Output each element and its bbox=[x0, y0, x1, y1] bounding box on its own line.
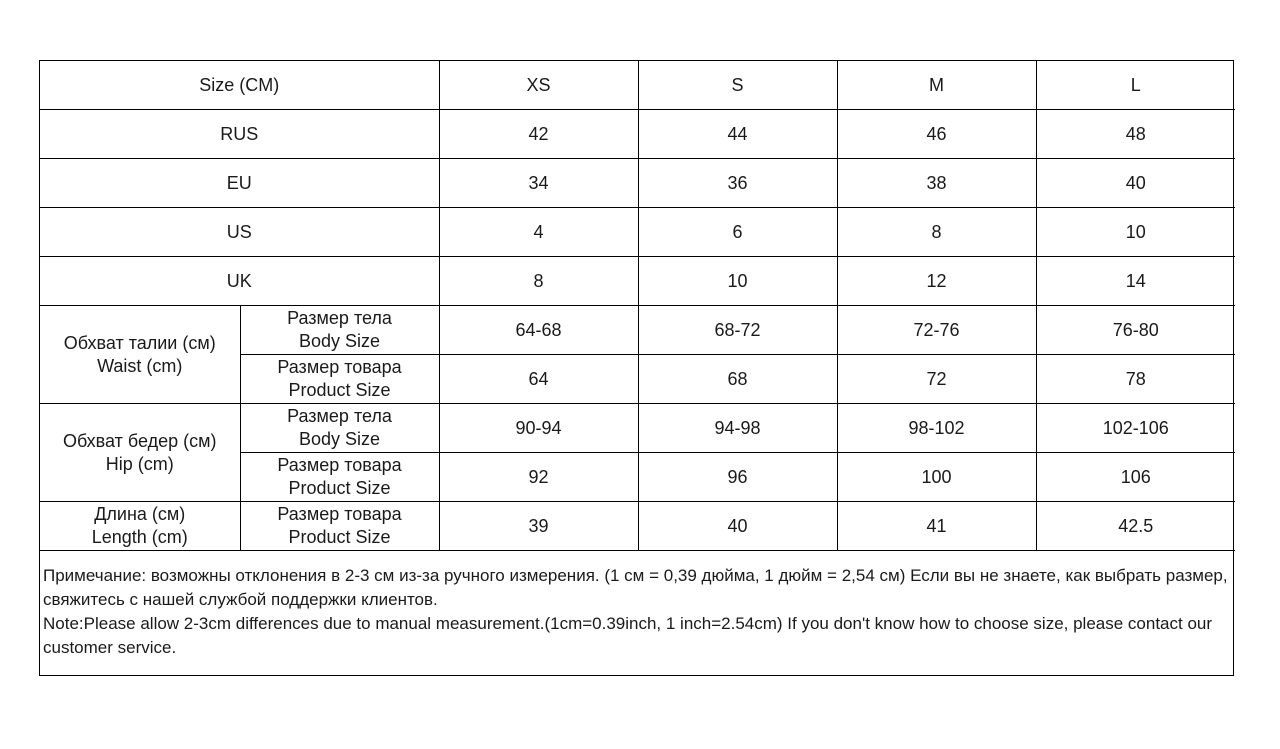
table-cell: 96 bbox=[638, 453, 837, 502]
group-label-ru: Обхват талии (см) bbox=[63, 332, 216, 353]
table-cell: 12 bbox=[837, 257, 1036, 306]
sub-label bbox=[240, 306, 439, 355]
note-en: Note:Please allow 2-3cm differences due to manual measurement.(1cm=0.39inch, 1 inch=2.54cm) If you don't know how to choose size, please contact our customer service. bbox=[43, 614, 1213, 657]
table-cell: 48 bbox=[1036, 110, 1235, 159]
sub-label-ru: Размер тела bbox=[287, 308, 392, 328]
sub-label-ru: Размер товара bbox=[277, 504, 402, 524]
table-cell: 72-76 bbox=[837, 306, 1036, 355]
row-label: EU bbox=[40, 159, 439, 208]
group-label-en: Hip (cm) bbox=[105, 453, 174, 474]
sub-label bbox=[240, 502, 439, 551]
table-cell: 40 bbox=[1036, 159, 1235, 208]
header-row bbox=[40, 61, 1235, 110]
group-label-length bbox=[40, 502, 240, 551]
table-cell: 68 bbox=[638, 355, 837, 404]
table-cell: 42 bbox=[439, 110, 638, 159]
table-cell: 42.5 bbox=[1036, 502, 1235, 551]
table-row-hip-body bbox=[40, 404, 1235, 453]
table-cell: 90-94 bbox=[439, 404, 638, 453]
sub-label bbox=[240, 404, 439, 453]
size-l-header: L bbox=[1036, 61, 1235, 110]
table-cell: 8 bbox=[837, 208, 1036, 257]
table-cell: 92 bbox=[439, 453, 638, 502]
table-cell: 4 bbox=[439, 208, 638, 257]
header-label: Size (CM) bbox=[40, 61, 439, 110]
group-label-en: Length (cm) bbox=[91, 527, 188, 547]
group-label-en: Waist (cm) bbox=[97, 355, 183, 376]
table-cell: 36 bbox=[638, 159, 837, 208]
table-cell: 68-72 bbox=[638, 306, 837, 355]
table-cell: 64 bbox=[439, 355, 638, 404]
table-cell: 94-98 bbox=[638, 404, 837, 453]
size-xs-header: XS bbox=[439, 61, 638, 110]
table-cell: 10 bbox=[1036, 208, 1235, 257]
table-cell: 10 bbox=[638, 257, 837, 306]
size-s-header: S bbox=[638, 61, 837, 110]
table-cell: 44 bbox=[638, 110, 837, 159]
table-row-us bbox=[40, 208, 1235, 257]
sub-label-en: Product Size bbox=[288, 380, 391, 400]
measurement-note bbox=[40, 551, 1233, 660]
row-label: US bbox=[40, 208, 439, 257]
table-cell: 14 bbox=[1036, 257, 1235, 306]
table-cell: 41 bbox=[837, 502, 1036, 551]
sub-label bbox=[240, 355, 439, 404]
table-row-eu bbox=[40, 159, 1235, 208]
table-row-uk bbox=[40, 257, 1235, 306]
table-cell: 34 bbox=[439, 159, 638, 208]
sub-label bbox=[240, 453, 439, 502]
table-cell: 40 bbox=[638, 502, 837, 551]
table-cell: 38 bbox=[837, 159, 1036, 208]
size-chart bbox=[39, 60, 1234, 676]
table-cell: 100 bbox=[837, 453, 1036, 502]
table-cell: 78 bbox=[1036, 355, 1235, 404]
sub-label-en: Product Size bbox=[288, 527, 391, 547]
size-m-header: M bbox=[837, 61, 1036, 110]
table-cell: 8 bbox=[439, 257, 638, 306]
sub-label-ru: Размер товара bbox=[277, 357, 402, 377]
table-cell: 64-68 bbox=[439, 306, 638, 355]
table-cell: 46 bbox=[837, 110, 1036, 159]
row-label: RUS bbox=[40, 110, 439, 159]
sub-label-en: Body Size bbox=[298, 429, 381, 449]
sub-label-en: Product Size bbox=[288, 478, 391, 498]
table-cell: 106 bbox=[1036, 453, 1235, 502]
table-cell: 102-106 bbox=[1036, 404, 1235, 453]
row-label: UK bbox=[40, 257, 439, 306]
sub-label-en: Body Size bbox=[298, 331, 381, 351]
table-row-waist-body bbox=[40, 306, 1235, 355]
table-cell: 72 bbox=[837, 355, 1036, 404]
table-row-length-product bbox=[40, 502, 1235, 551]
table-cell: 98-102 bbox=[837, 404, 1036, 453]
table-cell: 6 bbox=[638, 208, 837, 257]
sub-label-ru: Размер тела bbox=[287, 406, 392, 426]
table-cell: 39 bbox=[439, 502, 638, 551]
table-row-rus bbox=[40, 110, 1235, 159]
group-label-waist bbox=[40, 306, 240, 404]
group-label-hip bbox=[40, 404, 240, 502]
note-ru: Примечание: возможны отклонения в 2-3 см из-за ручного измерения. (1 см = 0,39 дюйма, 1 дюйм = 2,54 см) Если вы не знаете, как выбрать размер, свяжитесь с нашей службой поддержки клиентов. bbox=[43, 566, 1228, 609]
table-cell: 76-80 bbox=[1036, 306, 1235, 355]
group-label-ru: Длина (см) bbox=[94, 504, 186, 524]
sub-label-ru: Размер товара bbox=[277, 455, 402, 475]
size-table bbox=[40, 61, 1235, 551]
group-label-ru: Обхват бедер (см) bbox=[62, 430, 217, 451]
